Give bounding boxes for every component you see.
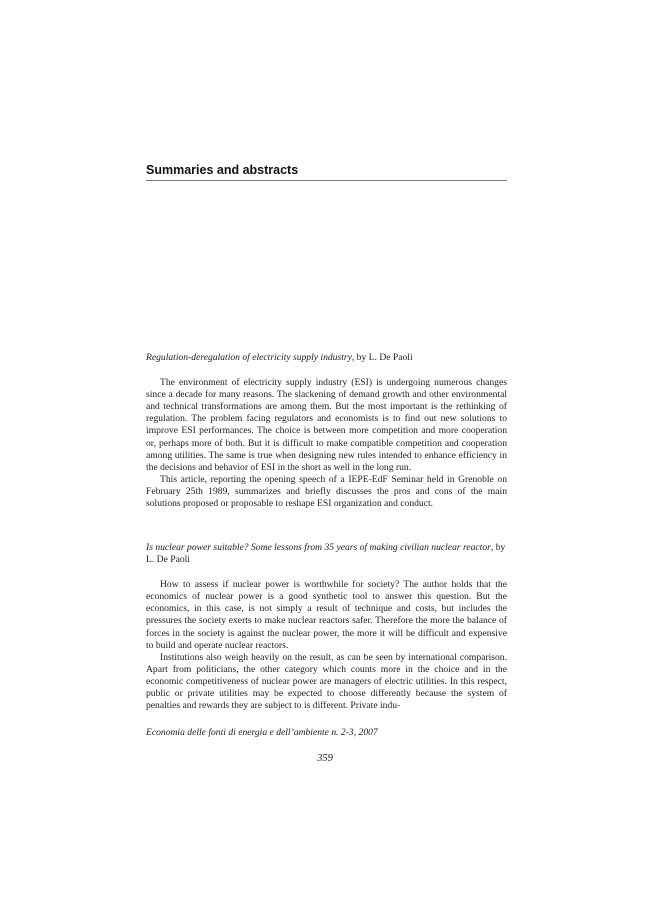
abstract-paragraph: The environment of electricity supply industry (ESI) is undergoing numerous changes since a decade for many reasons. The slackening of demand growth and other environmental and technical transformations are among them. But the most important is the rethinking of regulation. The problem facing regulators and economists is to find out new solutions to improve ESI performances. The choice is between more competition and more cooperation or, perhaps more of both. But it is difficult to make compatible competition and cooperation among utilities. The same is true when designing new rules intended to enhance efficiency in the decisions and behavior of ESI in the short as well in the long run.	[146, 377, 507, 473]
article-abstract-2	[146, 542, 507, 712]
abstract-paragraph: How to assess if nuclear power is worthwhile for society? The author holds that the economics of nuclear power is a good synthetic tool to answer this question. But the economics, in this case, is not simply a result of technique and costs, but includes the pressures the society exerts to make nuclear reactors safer. Therefore the more the balance of forces in the society is against the nuclear power, the more it will be difficult and expensive to build and operate nuclear reactors.	[146, 579, 507, 651]
heading-rule	[146, 180, 507, 181]
article-title: Regulation-deregulation of electricity supply industry	[146, 352, 352, 363]
abstract-paragraph: Institutions also weigh heavily on the result, as can be seen by international comparison. Apart from politicians, the other category which counts more in the choice and in the economic competitiveness of nuclear power are managers of electric utilities. In this respect, public or private utilities may be expected to choose differently because the system of penalties and rewards they are subject to is different. Private indu-	[146, 651, 507, 712]
article-heading	[146, 352, 507, 364]
abstract-paragraph: This article, reporting the opening speech of a IEPE-EdF Seminar held in Grenoble on February 25th 1989, summarizes and briefly discusses the pros and cons of the main solutions proposed or proposable to reshape ESI organization and conduct.	[146, 473, 507, 510]
article-heading	[146, 542, 507, 566]
article-byline: , by L. De Paoli	[351, 352, 413, 363]
section-heading: Summaries and abstracts	[146, 163, 299, 177]
article-abstract-1	[146, 352, 507, 510]
page-number: 359	[317, 753, 333, 764]
article-title: Is nuclear power suitable? Some lessons from 35 years of making civilian nuclear reactor	[146, 542, 491, 553]
journal-citation: Economia delle fonti di energia e dell’ambiente n. 2-3, 2007	[146, 727, 378, 738]
article-byline: , by L. De Paoli	[146, 542, 506, 566]
